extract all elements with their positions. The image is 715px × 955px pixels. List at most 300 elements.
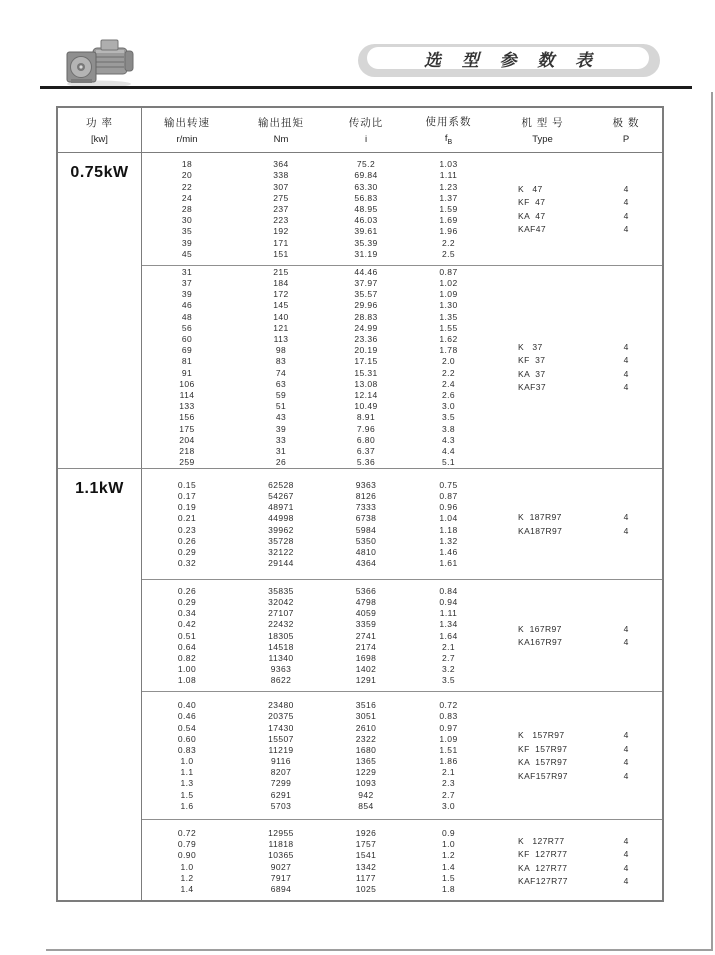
type-row xyxy=(495,769,662,783)
rows xyxy=(142,692,495,819)
cell-torque: 10365 xyxy=(268,850,294,861)
pole-count: 4 xyxy=(623,623,629,634)
power-section xyxy=(58,469,662,902)
cell-ratio: 4810 xyxy=(355,546,377,557)
cell-speed: 24 xyxy=(181,192,193,203)
cell-service-factor: 2.2 xyxy=(441,237,456,248)
type-name: KAF127R77 xyxy=(518,876,568,887)
type-stack xyxy=(495,266,662,468)
cell-speed: 39 xyxy=(181,237,193,248)
cell-ratio: 17.15 xyxy=(354,356,378,367)
table-row xyxy=(142,756,495,767)
cell-service-factor: 1.02 xyxy=(439,278,458,289)
cell-ratio: 2610 xyxy=(355,722,377,733)
cell-ratio: 4798 xyxy=(355,596,377,607)
cell-torque: 215 xyxy=(273,266,289,277)
cell-ratio: 31.19 xyxy=(354,248,378,259)
page-title-badge xyxy=(358,44,660,77)
cell-ratio: 6.37 xyxy=(356,445,376,456)
cell-service-factor: 2.1 xyxy=(441,641,456,652)
table-row xyxy=(142,827,495,838)
cell-torque: 9027 xyxy=(270,861,292,872)
type-name: K 47 xyxy=(518,183,543,194)
cell-speed: 91 xyxy=(181,367,193,378)
cell-speed: 156 xyxy=(179,412,195,423)
cell-ratio: 8126 xyxy=(355,491,377,502)
cell-ratio: 3516 xyxy=(355,700,377,711)
cell-ratio: 1698 xyxy=(355,652,377,663)
table-row xyxy=(142,663,495,674)
table-row xyxy=(142,513,495,524)
cell-torque: 39 xyxy=(275,423,287,434)
power-cell xyxy=(58,469,142,902)
cell-torque: 7299 xyxy=(270,778,292,789)
cell-ratio: 942 xyxy=(358,789,374,800)
cell-ratio: 3359 xyxy=(355,619,377,630)
cell-service-factor: 0.87 xyxy=(439,491,458,502)
table-row xyxy=(142,744,495,755)
cell-service-factor: 1.51 xyxy=(439,744,458,755)
cell-ratio: 5350 xyxy=(355,535,377,546)
cell-ratio: 1229 xyxy=(355,767,377,778)
type-row xyxy=(495,861,662,875)
table-row xyxy=(142,248,495,259)
cell-torque: 35728 xyxy=(268,535,294,546)
cell-service-factor: 0.75 xyxy=(439,479,458,490)
table-row xyxy=(142,872,495,883)
table-row xyxy=(142,266,495,277)
pole-count: 4 xyxy=(623,525,629,536)
pole-count: 4 xyxy=(623,224,629,235)
table-row xyxy=(142,159,495,170)
cell-service-factor: 3.0 xyxy=(441,401,456,412)
cell-speed: 0.15 xyxy=(177,479,197,490)
table-row xyxy=(142,333,495,344)
cell-ratio: 1342 xyxy=(355,861,377,872)
cell-torque: 12955 xyxy=(268,828,294,839)
column-header-label-unit: i xyxy=(364,134,368,145)
column-header xyxy=(330,108,402,152)
table-row xyxy=(142,311,495,322)
cell-service-factor: 1.64 xyxy=(439,630,458,641)
cell-service-factor: 2.7 xyxy=(441,652,456,663)
type-stack xyxy=(495,580,662,691)
table-row xyxy=(142,546,495,557)
cell-service-factor: 1.32 xyxy=(439,535,458,546)
cell-speed: 106 xyxy=(179,378,195,389)
cell-speed: 218 xyxy=(179,445,195,456)
cell-service-factor: 1.11 xyxy=(439,608,458,619)
cell-ratio: 7.96 xyxy=(356,423,376,434)
cell-ratio: 3051 xyxy=(355,711,377,722)
cell-service-factor: 1.96 xyxy=(439,226,458,237)
cell-ratio: 6.80 xyxy=(356,434,376,445)
cell-ratio: 6738 xyxy=(355,513,377,524)
cell-service-factor: 2.6 xyxy=(441,389,456,400)
table-header-row xyxy=(58,108,662,153)
cell-speed: 0.29 xyxy=(177,596,197,607)
pole-count: 4 xyxy=(623,197,629,208)
cell-service-factor: 1.34 xyxy=(439,619,458,630)
cell-ratio: 20.19 xyxy=(354,345,378,356)
cell-service-factor: 1.55 xyxy=(439,322,458,333)
table-row xyxy=(142,300,495,311)
cell-speed: 1.2 xyxy=(180,872,194,883)
cell-service-factor: 3.5 xyxy=(441,675,456,686)
cell-ratio: 1926 xyxy=(355,828,377,839)
rows xyxy=(142,153,495,265)
cell-torque: 27107 xyxy=(268,608,294,619)
cell-speed: 0.21 xyxy=(177,513,197,524)
type-row xyxy=(495,367,662,381)
type-row xyxy=(495,196,662,210)
column-header-label-cn: 极 数 xyxy=(612,117,640,129)
cell-ratio: 39.61 xyxy=(354,226,378,237)
cell-torque: 31 xyxy=(275,445,287,456)
cell-speed: 0.26 xyxy=(177,535,197,546)
pole-count: 4 xyxy=(623,757,629,768)
column-header-label-unit: [kw] xyxy=(91,134,108,145)
pole-count: 4 xyxy=(623,341,629,352)
column-header-label-unit: Type xyxy=(532,134,553,145)
cell-ratio: 1177 xyxy=(356,872,376,883)
table-row xyxy=(142,322,495,333)
cell-torque: 83 xyxy=(275,356,287,367)
cell-torque: 29144 xyxy=(268,558,294,569)
cell-torque: 14518 xyxy=(268,641,294,652)
page-title-badge-inner xyxy=(367,47,649,69)
type-name: KF 157R97 xyxy=(518,743,568,754)
table-row xyxy=(142,215,495,226)
cell-service-factor: 1.0 xyxy=(441,839,456,850)
cell-torque: 275 xyxy=(273,192,289,203)
cell-speed: 56 xyxy=(181,322,193,333)
cell-service-factor: 1.04 xyxy=(439,513,458,524)
data-block xyxy=(142,692,662,820)
cell-torque: 237 xyxy=(273,204,289,214)
cell-torque: 145 xyxy=(273,300,289,311)
gearmotor-illustration xyxy=(63,37,137,89)
table-row xyxy=(142,711,495,722)
rows xyxy=(142,820,495,902)
table-row xyxy=(142,278,495,289)
cell-torque: 48971 xyxy=(268,502,294,513)
cell-service-factor: 3.0 xyxy=(441,800,456,811)
cell-torque: 74 xyxy=(275,367,287,378)
cell-torque: 18305 xyxy=(268,630,294,641)
cell-speed: 0.64 xyxy=(177,641,197,652)
cell-torque: 9116 xyxy=(271,756,291,767)
table-row xyxy=(142,237,495,248)
table-row xyxy=(142,345,495,356)
cell-service-factor: 0.96 xyxy=(439,502,458,513)
cell-torque: 6894 xyxy=(270,883,292,894)
type-name: KA167R97 xyxy=(518,637,563,648)
cell-torque: 35835 xyxy=(268,585,294,596)
cell-torque: 39962 xyxy=(268,524,294,535)
data-block xyxy=(142,153,662,266)
table-row xyxy=(142,524,495,535)
cell-speed: 1.00 xyxy=(177,664,197,675)
cell-ratio: 46.03 xyxy=(354,215,378,226)
power-cell xyxy=(58,153,142,468)
cell-speed: 0.42 xyxy=(177,619,197,630)
table-row xyxy=(142,502,495,513)
type-name: K 157R97 xyxy=(518,730,565,741)
page-edge-right xyxy=(711,92,713,951)
type-row xyxy=(495,848,662,862)
column-header-label-unit: Nm xyxy=(273,134,289,145)
cell-service-factor: 2.7 xyxy=(441,789,456,800)
pole-count: 4 xyxy=(623,183,629,194)
pole-count: 4 xyxy=(623,730,629,741)
cell-ratio: 1365 xyxy=(355,756,377,767)
table-row xyxy=(142,596,495,607)
cell-torque: 22432 xyxy=(268,619,294,630)
cell-torque: 63 xyxy=(275,378,287,389)
cell-service-factor: 1.35 xyxy=(439,311,458,322)
cell-service-factor: 1.5 xyxy=(441,872,456,883)
cell-service-factor: 2.5 xyxy=(441,248,456,259)
cell-torque: 11340 xyxy=(268,652,294,663)
cell-ratio: 75.2 xyxy=(356,159,376,170)
type-name: KAF47 xyxy=(518,224,546,235)
cell-torque: 184 xyxy=(273,278,289,289)
cell-service-factor: 0.72 xyxy=(439,700,458,711)
table-row xyxy=(142,434,495,445)
cell-service-factor: 1.23 xyxy=(439,181,458,192)
cell-speed: 204 xyxy=(179,434,195,445)
table-row xyxy=(142,733,495,744)
cell-speed: 1.3 xyxy=(180,778,194,789)
cell-service-factor: 1.4 xyxy=(441,861,456,872)
cell-torque: 171 xyxy=(273,237,289,248)
cell-torque: 6291 xyxy=(270,789,292,800)
cell-service-factor: 0.9 xyxy=(441,828,456,839)
type-name: KF 127R77 xyxy=(518,849,568,860)
cell-speed: 0.72 xyxy=(177,828,197,839)
cell-service-factor: 0.97 xyxy=(439,722,458,733)
type-name: KAF37 xyxy=(518,382,546,393)
cell-speed: 0.29 xyxy=(177,546,197,557)
type-row xyxy=(495,742,662,756)
cell-torque: 223 xyxy=(273,215,289,226)
cell-ratio: 1025 xyxy=(355,883,377,894)
column-header-label-cn: 输出转速 xyxy=(164,117,210,129)
cell-torque: 32122 xyxy=(268,546,294,557)
cell-ratio: 44.46 xyxy=(354,266,378,277)
cell-speed: 1.08 xyxy=(177,675,197,686)
type-name: KA 47 xyxy=(518,210,546,221)
type-row xyxy=(495,756,662,770)
table-row xyxy=(142,700,495,711)
cell-torque: 172 xyxy=(273,289,289,300)
type-row xyxy=(495,223,662,237)
pole-count: 4 xyxy=(623,512,629,523)
type-row xyxy=(495,875,662,889)
cell-torque: 59 xyxy=(275,389,287,400)
type-row xyxy=(495,381,662,395)
cell-speed: 0.19 xyxy=(177,502,197,513)
column-header-label-cn: 使用系数 xyxy=(425,116,472,129)
table-row xyxy=(142,192,495,203)
cell-service-factor: 1.62 xyxy=(439,334,458,345)
table-row xyxy=(142,378,495,389)
table-row xyxy=(142,767,495,778)
table-row xyxy=(142,585,495,596)
type-name: KA 37 xyxy=(518,368,546,379)
table-row xyxy=(142,619,495,630)
table-row xyxy=(142,883,495,894)
cell-speed: 1.0 xyxy=(180,861,194,872)
cell-torque: 20375 xyxy=(268,711,294,722)
table-row xyxy=(142,412,495,423)
cell-ratio: 854 xyxy=(358,800,374,811)
cell-speed: 30 xyxy=(181,215,193,226)
table-row xyxy=(142,641,495,652)
cell-ratio: 63.30 xyxy=(354,181,378,192)
type-stack xyxy=(495,153,662,265)
table-row xyxy=(142,722,495,733)
rows xyxy=(142,266,495,468)
table-row xyxy=(142,800,495,811)
data-block xyxy=(142,469,662,580)
cell-speed: 1.0 xyxy=(180,756,194,767)
cell-torque: 307 xyxy=(273,181,289,192)
cell-ratio: 1291 xyxy=(355,675,377,686)
cell-ratio: 29.96 xyxy=(354,300,378,311)
cell-service-factor: 4.4 xyxy=(441,445,456,456)
cell-speed: 0.23 xyxy=(177,524,197,535)
column-header xyxy=(590,108,662,152)
table-row xyxy=(142,861,495,872)
table-row xyxy=(142,789,495,800)
cell-speed: 1.1 xyxy=(180,767,194,778)
cell-speed: 48 xyxy=(181,311,193,322)
type-name: K 127R77 xyxy=(518,835,565,846)
column-header xyxy=(402,108,495,152)
cell-ratio: 4059 xyxy=(355,608,377,619)
cell-speed: 114 xyxy=(179,389,195,400)
type-name: K 187R97 xyxy=(518,512,562,523)
type-name: KA 127R77 xyxy=(518,862,568,873)
cell-torque: 54267 xyxy=(268,491,294,502)
cell-service-factor: 2.1 xyxy=(441,767,456,778)
power-section xyxy=(58,153,662,469)
cell-ratio: 23.36 xyxy=(354,334,378,345)
cell-speed: 0.32 xyxy=(177,558,197,569)
cell-speed: 0.34 xyxy=(177,608,197,619)
cell-service-factor: 1.86 xyxy=(439,756,458,767)
cell-torque: 17430 xyxy=(268,722,294,733)
table-row xyxy=(142,445,495,456)
gearmotor-photo xyxy=(63,37,137,89)
cell-speed: 28 xyxy=(181,204,193,214)
cell-speed: 18 xyxy=(181,159,193,170)
cell-ratio: 12.14 xyxy=(354,389,378,400)
type-row xyxy=(495,622,662,636)
table-row xyxy=(142,839,495,850)
table-row xyxy=(142,367,495,378)
type-stack xyxy=(495,692,662,819)
table-row xyxy=(142,401,495,412)
cell-service-factor: 3.2 xyxy=(441,664,456,675)
column-header-label-cn: 功 率 xyxy=(86,117,113,129)
cell-service-factor: 4.3 xyxy=(441,434,456,445)
table-row xyxy=(142,630,495,641)
cell-service-factor: 1.61 xyxy=(439,558,458,569)
cell-torque: 98 xyxy=(275,345,287,356)
cell-speed: 0.83 xyxy=(177,744,197,755)
pole-count: 4 xyxy=(623,770,629,781)
pole-count: 4 xyxy=(623,382,629,393)
cell-speed: 0.51 xyxy=(177,630,197,641)
pole-count: 4 xyxy=(623,368,629,379)
cell-service-factor: 1.30 xyxy=(439,300,458,311)
cell-torque: 51 xyxy=(275,401,287,412)
type-row xyxy=(495,182,662,196)
cell-ratio: 7333 xyxy=(355,502,377,513)
cell-torque: 62528 xyxy=(268,479,294,490)
type-name: KA 157R97 xyxy=(518,757,568,768)
cell-speed: 20 xyxy=(181,170,193,181)
cell-ratio: 28.83 xyxy=(354,311,378,322)
cell-speed: 31 xyxy=(181,266,193,277)
cell-torque: 11219 xyxy=(268,744,294,755)
table-row xyxy=(142,423,495,434)
cell-torque: 11818 xyxy=(268,839,294,850)
cell-torque: 151 xyxy=(273,248,289,259)
cell-ratio: 56.83 xyxy=(354,192,378,203)
type-stack xyxy=(495,820,662,902)
cell-torque: 9363 xyxy=(270,664,292,675)
column-header-label-cn: 输出扭矩 xyxy=(258,117,304,129)
cell-speed: 60 xyxy=(181,334,193,345)
pole-count: 4 xyxy=(623,876,629,887)
cell-speed: 0.79 xyxy=(177,839,197,850)
cell-speed: 133 xyxy=(179,401,195,412)
rows xyxy=(142,469,495,579)
table-row xyxy=(142,535,495,546)
table-row xyxy=(142,558,495,569)
cell-torque: 113 xyxy=(273,334,289,345)
cell-ratio: 24.99 xyxy=(354,322,378,333)
table-row xyxy=(142,490,495,501)
cell-torque: 338 xyxy=(273,170,289,181)
cell-ratio: 1757 xyxy=(355,839,377,850)
blocks xyxy=(142,153,662,468)
cell-ratio: 13.08 xyxy=(354,378,378,389)
pole-count: 4 xyxy=(623,849,629,860)
cell-service-factor: 0.84 xyxy=(439,585,458,596)
cell-ratio: 2322 xyxy=(355,733,377,744)
column-header-label-cn: 机 型 号 xyxy=(521,117,564,129)
cell-torque: 15507 xyxy=(268,733,294,744)
cell-ratio: 69.84 xyxy=(354,170,378,181)
type-row xyxy=(495,834,662,848)
cell-service-factor: 1.03 xyxy=(439,159,458,170)
cell-ratio: 35.57 xyxy=(354,289,378,300)
cell-torque: 32042 xyxy=(268,596,294,607)
data-block xyxy=(142,580,662,692)
cell-torque: 43 xyxy=(275,412,287,423)
cell-torque: 8622 xyxy=(270,675,292,686)
cell-speed: 0.40 xyxy=(177,700,197,711)
cell-speed: 0.26 xyxy=(177,585,197,596)
type-name: KA187R97 xyxy=(518,525,563,536)
type-name: K 167R97 xyxy=(518,623,562,634)
subscript: B xyxy=(447,138,453,146)
